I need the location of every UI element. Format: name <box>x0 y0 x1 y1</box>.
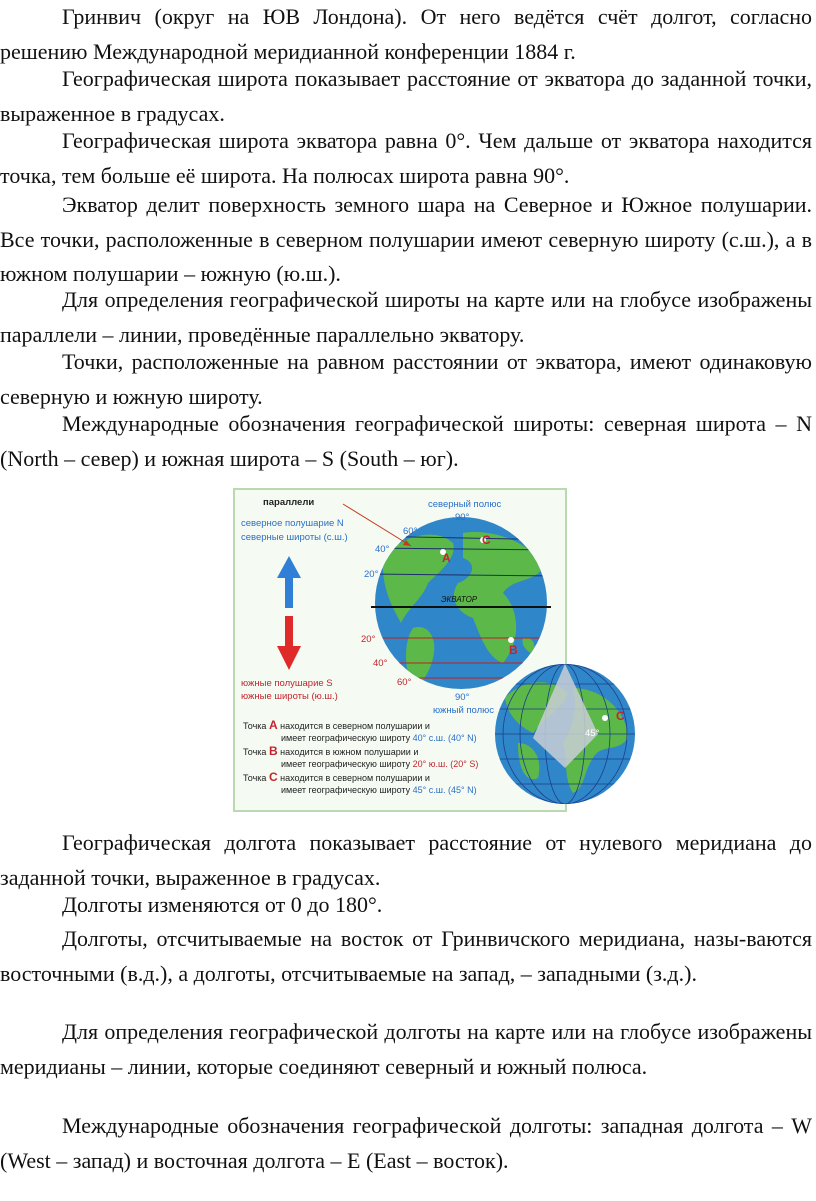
south-arrow-shaft <box>285 616 293 648</box>
south-pole-degree: 90° <box>455 692 470 703</box>
latitude-figure <box>233 488 643 818</box>
south-latitudes-label: южные широты (ю.ш.) <box>241 691 338 702</box>
paragraph-hemispheres: Экватор делит поверхность земного шара на Северное и Южное полушарии. Все точки, расположенные в северном полушарии имеют северную широту (с.ш.), а в южном полушарии – южную (ю.ш.). <box>0 192 812 286</box>
paragraph-parallels: Для определения географической широты на карте или на глобусе изображены параллели – линии, проведённые параллельно экватору. <box>0 287 812 347</box>
north-latitudes-label: северные широты (с.ш.) <box>241 532 348 543</box>
latitude-40n-label: 40° <box>375 544 390 555</box>
point-c-second-label: C <box>616 709 625 723</box>
parallels-label: параллели <box>263 497 315 508</box>
latitude-40s-label: 40° <box>373 658 388 669</box>
north-pole-label: северный полюс <box>428 499 502 510</box>
angle-45-label: 45° <box>585 728 600 739</box>
point-b-label: B <box>509 643 518 657</box>
legend-c-line2: имеет географическую широту 45° с.ш. (45° N) <box>281 785 477 795</box>
latitude-60n-label: 60° <box>403 526 418 537</box>
north-pole-degree: 90° <box>455 512 470 523</box>
paragraph-longitude-range: Долготы изменяются от 0 до 180°. <box>62 892 383 917</box>
paragraph-greenwich: Гринвич (округ на ЮВ Лондона). От него ведётся счёт долгот, согласно решению Международной меридианной конференции 1884 г. <box>0 4 812 64</box>
point-a-label: A <box>442 551 451 565</box>
paragraph-longitude-definition: Географическая долгота показывает расстояние от нулевого меридиана до заданной точки, выраженное в градусах. <box>0 830 812 890</box>
equator-label: ЭКВАТОР <box>441 595 478 604</box>
paragraph-latitude-notation: Международные обозначения географической широты: северная широта – N (North – север) и южная широта – S (South – юг). <box>0 411 812 471</box>
point-c-second-marker <box>602 715 608 721</box>
legend-c-line1: Точка C находится в северном полушарии и <box>243 770 430 784</box>
latitude-60s-label: 60° <box>397 677 412 688</box>
paragraph-equator-latitude: Географическая широта экватора равна 0°. Чем дальше от экватора находится точка, тем больше её широта. На полюсах широта равна 90°. <box>0 128 812 188</box>
paragraph-meridians: Для определения географической долготы на карте или на глобусе изображены меридианы – линии, которые соединяют северный и южный полюса. <box>0 1019 812 1079</box>
latitude-20n-label: 20° <box>364 569 379 580</box>
south-pole-label: южный полюс <box>433 705 495 716</box>
paragraph-equal-distance: Точки, расположенные на равном расстоянии от экватора, имеют одинаковую северную и южную широту. <box>0 349 812 409</box>
legend-b-line2: имеет географическую широту 20° ю.ш. (20° S) <box>281 759 479 769</box>
latitude-20s-label: 20° <box>361 634 376 645</box>
paragraph-east-west: Долготы, отсчитываемые на восток от Гринвичского меридиана, назы-ваются восточными (в.д.), а долготы, отсчитываемые на запад, – западными (з.д.). <box>0 926 812 986</box>
parallels-pointer-line <box>343 504 411 546</box>
north-arrow-shaft <box>285 576 293 608</box>
paragraph-latitude-definition: Географическая широта показывает расстояние от экватора до заданной точки, выраженное в градусах. <box>0 66 812 126</box>
south-arrow-head <box>277 646 301 670</box>
legend-a-line2: имеет географическую широту 40° с.ш. (40° N) <box>281 733 477 743</box>
north-hemisphere-label: северное полушарие N <box>241 518 344 529</box>
legend-b-line1: Точка B находится в южном полушарии и <box>243 744 419 758</box>
legend-a-line1: Точка A находится в северном полушарии и <box>243 718 430 732</box>
paragraph-longitude-notation: Международные обозначения географической долготы: западная долгота – W (West – запад) и восточная долгота – E (East – восток). <box>0 1113 812 1173</box>
north-arrow-head <box>277 556 301 578</box>
south-hemisphere-label: южные полушарие S <box>241 678 333 689</box>
point-c-label: C <box>482 533 491 547</box>
